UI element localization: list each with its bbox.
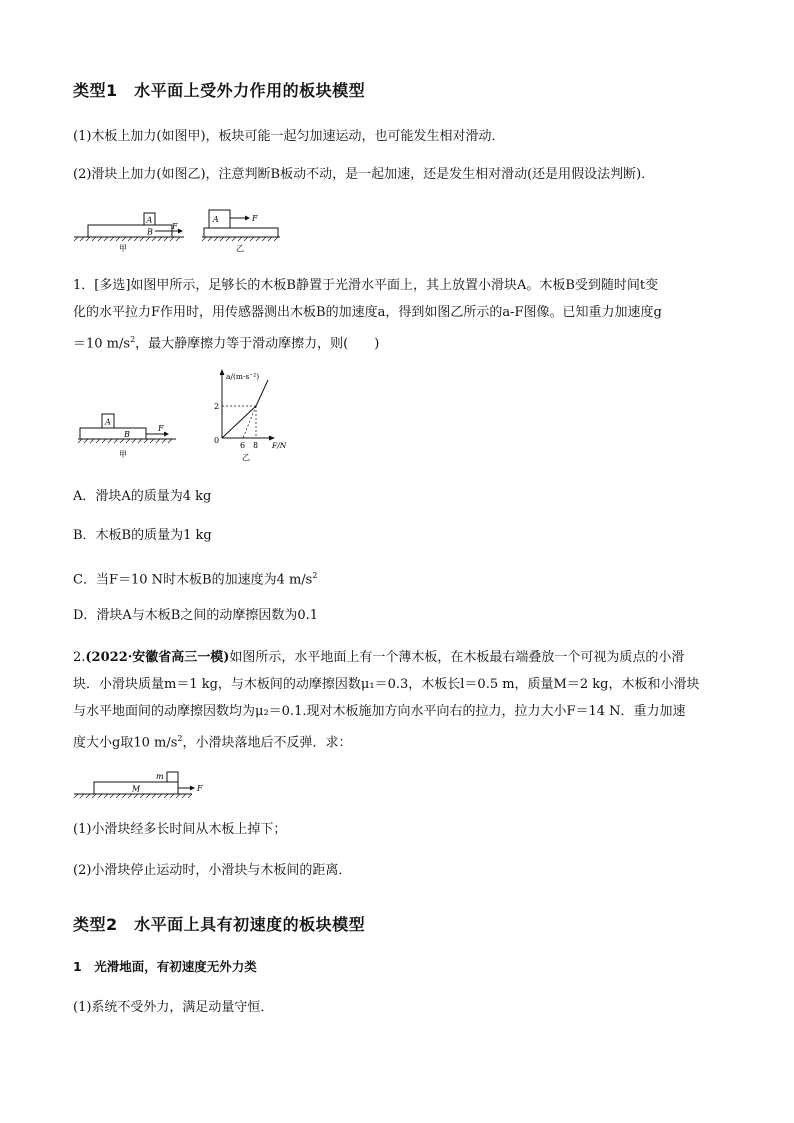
- x-axis-label: F/N: [272, 441, 287, 450]
- dashed-extension: [243, 406, 256, 438]
- figure-1-yi: [202, 210, 280, 253]
- question-2-line-3: 与水平地面间的动摩擦因数均为μ₂＝0.1.现对木板施加方向水平向右的拉力，拉力大小F＝14 N．重力加速: [73, 704, 686, 719]
- figure-1-yi-caption: 乙: [236, 244, 244, 253]
- arrow-head-icon: [245, 216, 250, 221]
- arrow-head-icon: [164, 432, 169, 437]
- option-a: A．滑块A的质量为4 kg: [73, 489, 212, 504]
- figure-2-yi-graph: [214, 369, 287, 462]
- force-label: F: [158, 424, 164, 433]
- block-m: [167, 772, 178, 782]
- figure-3-diagram: [72, 764, 212, 802]
- force-label: F: [197, 784, 203, 793]
- question-1-line-1: 1．[多选]如图甲所示，足够长的木板B静置于光滑水平面上，其上放置小滑块A。木板B受到随时间t变: [73, 278, 659, 293]
- section-1-paragraph-1: (1)木板上加力(如图甲)，板块可能一起匀加速运动，也可能发生相对滑动．: [73, 129, 505, 144]
- force-label: F: [172, 222, 178, 231]
- x-tick-8: 8: [253, 441, 259, 450]
- question-2-line-1: 2.(2022·安徽省高三一模)如图所示，水平地面上有一个薄木板，在木板最右端叠放一个可视为质点的小滑: [73, 650, 685, 665]
- x-tick-6: 6: [240, 441, 246, 450]
- option-d: D．滑块A与木板B之间的动摩擦因数为0.1: [73, 608, 319, 623]
- section-2-title: 类型2 水平面上具有初速度的板块模型: [73, 915, 366, 934]
- block-a-label: A: [146, 215, 153, 225]
- board-b: [80, 428, 146, 439]
- graph-segment-1: [222, 406, 256, 438]
- arrow-head-icon: [178, 229, 183, 234]
- question-2-line-4: 度大小g取10 $m/s^2$，小滑块落地后不反弹．求：: [73, 734, 352, 751]
- y-axis-label: a/(m·s⁻²): [226, 372, 260, 381]
- graph-segment-2: [256, 380, 268, 406]
- force-label: F: [252, 214, 258, 223]
- option-c: C．当F＝10 N时木板B的加速度为4 $m/s^2$: [73, 571, 318, 588]
- board-b-label: B: [147, 227, 153, 237]
- y-axis-arrow-icon: [220, 369, 225, 375]
- figure-2-jia: [78, 414, 176, 459]
- block-a-label: A: [105, 417, 111, 427]
- x-axis-arrow-icon: [269, 436, 275, 441]
- block-a-label: A: [213, 215, 219, 224]
- option-b: B．木板B的质量为1 kg: [73, 528, 212, 543]
- figure-2-diagram: [72, 366, 302, 466]
- block-m-label: m: [156, 772, 164, 781]
- origin-label: 0: [214, 436, 220, 445]
- section-1-title: 类型1 水平面上受外力作用的板块模型: [73, 81, 366, 100]
- question-1-line-2: 化的水平拉力F作用时，用传感器测出木板B的加速度a，得到如图乙所示的a-F图像。已知重力加速度g: [73, 305, 662, 320]
- board: [204, 228, 278, 237]
- figure-2-yi-caption: 乙: [242, 453, 250, 462]
- figure-1-jia: [74, 213, 184, 253]
- figure-2-jia-caption: 甲: [119, 450, 127, 459]
- section-1-paragraph-2: (2)滑块上加力(如图乙)，注意判断B板动不动，是一起加速，还是发生相对滑动(还是用假设法判断)．: [73, 167, 655, 182]
- board-b-label: B: [124, 430, 130, 439]
- question-1-line-3: ＝10 $m/s^2$，最大静摩擦力等于滑动摩擦力，则( ): [73, 335, 380, 352]
- arrow-head-icon: [190, 786, 195, 791]
- board-m-label: M: [132, 784, 141, 794]
- section-2-paragraph-1: (1)系统不受外力，满足动量守恒．: [73, 1000, 274, 1015]
- question-2-sub-1: (1)小滑块经多长时间从木板上掉下；: [73, 822, 287, 837]
- figure-1-jia-caption: 甲: [119, 244, 127, 253]
- figure-1-diagram: [72, 205, 292, 255]
- question-2-sub-2: (2)小滑块停止运动时，小滑块与木板间的距离．: [73, 863, 352, 878]
- y-tick-2: 2: [214, 402, 220, 411]
- question-2-line-2: 块．小滑块质量m＝1 kg，与木板间的动摩擦因数μ₁＝0.3，木板长l＝0.5 m，质量M＝2 kg，木板和小滑块: [73, 677, 700, 692]
- section-2-subtitle: 1 光滑地面，有初速度无外力类: [73, 959, 257, 974]
